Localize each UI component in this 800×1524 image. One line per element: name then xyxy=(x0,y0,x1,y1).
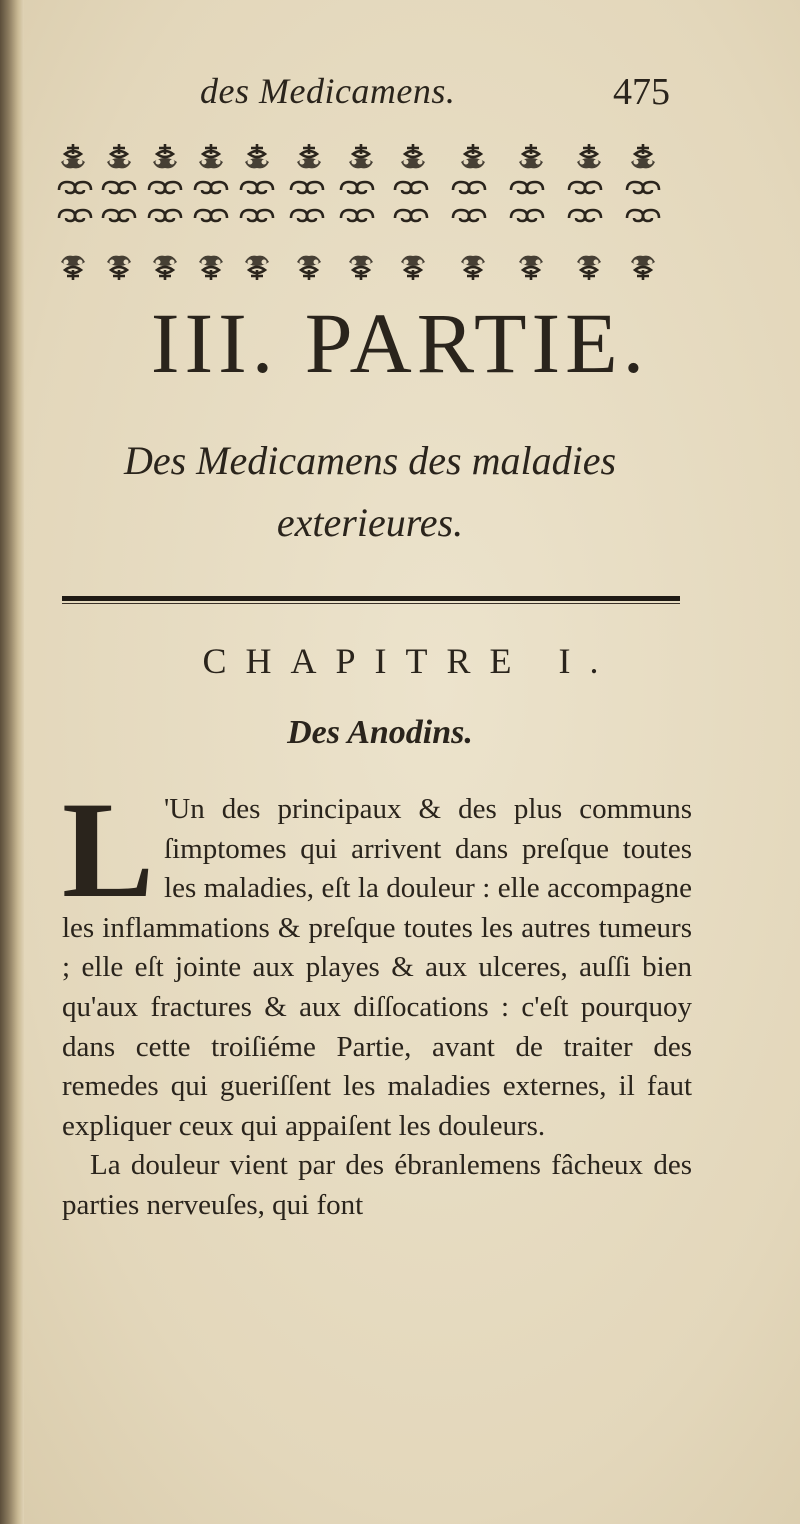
fleuron-band-ornament xyxy=(55,140,670,288)
running-header xyxy=(200,70,670,120)
rule-thick-line xyxy=(62,596,680,601)
section-title: Des Anodins. xyxy=(287,714,473,751)
book-spine xyxy=(0,0,24,1524)
chapter-heading: CHAPITRE I. xyxy=(202,641,618,681)
section-rule xyxy=(62,592,680,608)
part-subtitle: Des Medicamens des maladies exterieures. xyxy=(123,438,617,545)
running-title: des Medicamens. xyxy=(200,71,456,111)
body-text xyxy=(62,773,692,1226)
paragraph-1: 'Un des principaux & des plus communs ſimptomes qui arrivent dans preſque toutes les maladies, eſt la douleur : elle accompagne les inflammations & preſque toutes les autres tumeurs ; elle eſt jointe aux playes & aux ulceres, auſſi bien qu'aux fractures & aux diſſocations : c'eſt pourquoy dans cette troiſiéme Partie, avant de traiter des remedes qui gueriſſent les maladies externes, il faut expliquer ceux qui appaiſent les douleurs. xyxy=(62,793,692,1142)
part-title: III. PARTIE. xyxy=(150,295,650,391)
rule-thin-line xyxy=(62,603,680,604)
drop-cap: L xyxy=(62,773,155,926)
paragraph-2: La douleur vient par des ébranlemens fâcheux des parties nerveuſes, qui font xyxy=(62,1149,692,1221)
page-number: 475 xyxy=(613,71,670,113)
